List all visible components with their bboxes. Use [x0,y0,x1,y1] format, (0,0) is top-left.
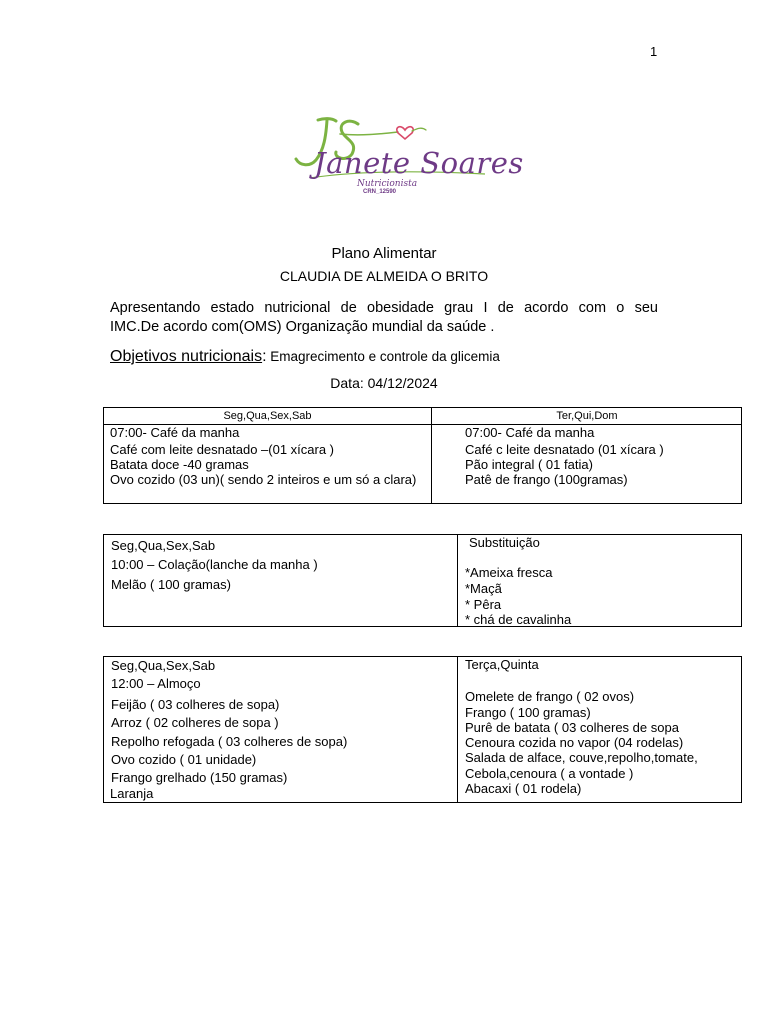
logo-subtitle: Nutricionista [357,179,418,189]
table3-left-line: Feijão ( 03 colheres de sopa) [111,697,280,712]
objectives [110,348,500,366]
objectives-label: Objetivos nutricionais [110,348,263,365]
table1-right-line: Patê de frango (100gramas) [465,472,628,487]
table1-left-line: Ovo cozido (03 un)( sendo 2 inteiros e um só a clara) [110,472,417,487]
logo-crn: CRN_12590 [363,189,397,195]
table1-right-header: Ter,Qui,Dom [556,410,618,422]
intro-line-2: IMC.De acordo com(OMS) Organização mundial da saúde . [110,319,495,335]
table2-left-line: 10:00 – Colação(lanche da manha ) [111,557,318,572]
table3-left-line: Repolho refogada ( 03 colheres de sopa) [111,734,348,749]
table2-right-line: *Maçã [465,581,502,596]
lunch-table [103,656,742,803]
table3-left-line: Ovo cozido ( 01 unidade) [111,752,257,767]
table3-left-line: Frango grelhado (150 gramas) [111,770,288,785]
patient-name: CLAUDIA DE ALMEIDA O BRITO [279,268,489,284]
logo-name: Janete Soares [314,146,524,180]
intro-line-1: Apresentando estado nutricional de obesidade grau I de acordo com o seu [110,300,658,316]
table3-left-line: 12:00 – Almoço [111,676,201,691]
nutritionist-logo [280,112,524,202]
table2-right-line: * chá de cavalinha [465,612,572,627]
table3-left-line: Seg,Qua,Sex,Sab [111,658,216,673]
table3-left-line: Laranja [110,786,154,801]
table2-left-line: Melão ( 100 gramas) [111,577,231,592]
morning-snack-table [103,534,742,627]
table3-left-line: Arroz ( 02 colheres de sopa ) [111,715,279,730]
table1-left-header: Seg,Qua,Sex,Sab [223,410,312,422]
table2-right-title: Substituição [469,535,540,550]
table3-right-line: Omelete de frango ( 02 ovos) [465,689,635,704]
table3-right-line: Salada de alface, couve,repolho,tomate, [465,750,698,765]
table1-right-line: Café c leite desnatado (01 xícara ) [465,442,664,457]
objectives-text: Emagrecimento e controle da glicemia [266,349,500,364]
objectives-colon: : [262,348,267,365]
table2-right-line: *Ameixa fresca [465,565,553,580]
table3-right-title: Terça,Quinta [465,657,539,672]
table2-right-line: * Pêra [465,597,502,612]
table3-right-line: Cebola,cenoura ( a vontade ) [465,766,634,781]
document-title: Plano Alimentar [331,245,437,262]
table3-right-line: Purê de batata ( 03 colheres de sopa [465,720,679,735]
table1-left-line: Café com leite desnatado –(01 xícara ) [110,442,335,457]
table2-left-line: Seg,Qua,Sex,Sab [111,538,216,553]
table3-right-line: Abacaxi ( 01 rodela) [465,781,582,796]
table1-left-line: 07:00- Café da manha [110,425,240,440]
plan-date: Data: 04/12/2024 [330,375,438,391]
breakfast-table [103,407,742,504]
page-number: 1 [650,44,658,59]
table1-left-line: Batata doce -40 gramas [110,457,249,472]
table1-right-line: Pão integral ( 01 fatia) [465,457,593,472]
table3-right-line: Cenoura cozida no vapor (04 rodelas) [465,735,684,750]
table1-right-line: 07:00- Café da manha [465,425,595,440]
table3-right-line: Frango ( 100 gramas) [465,705,591,720]
